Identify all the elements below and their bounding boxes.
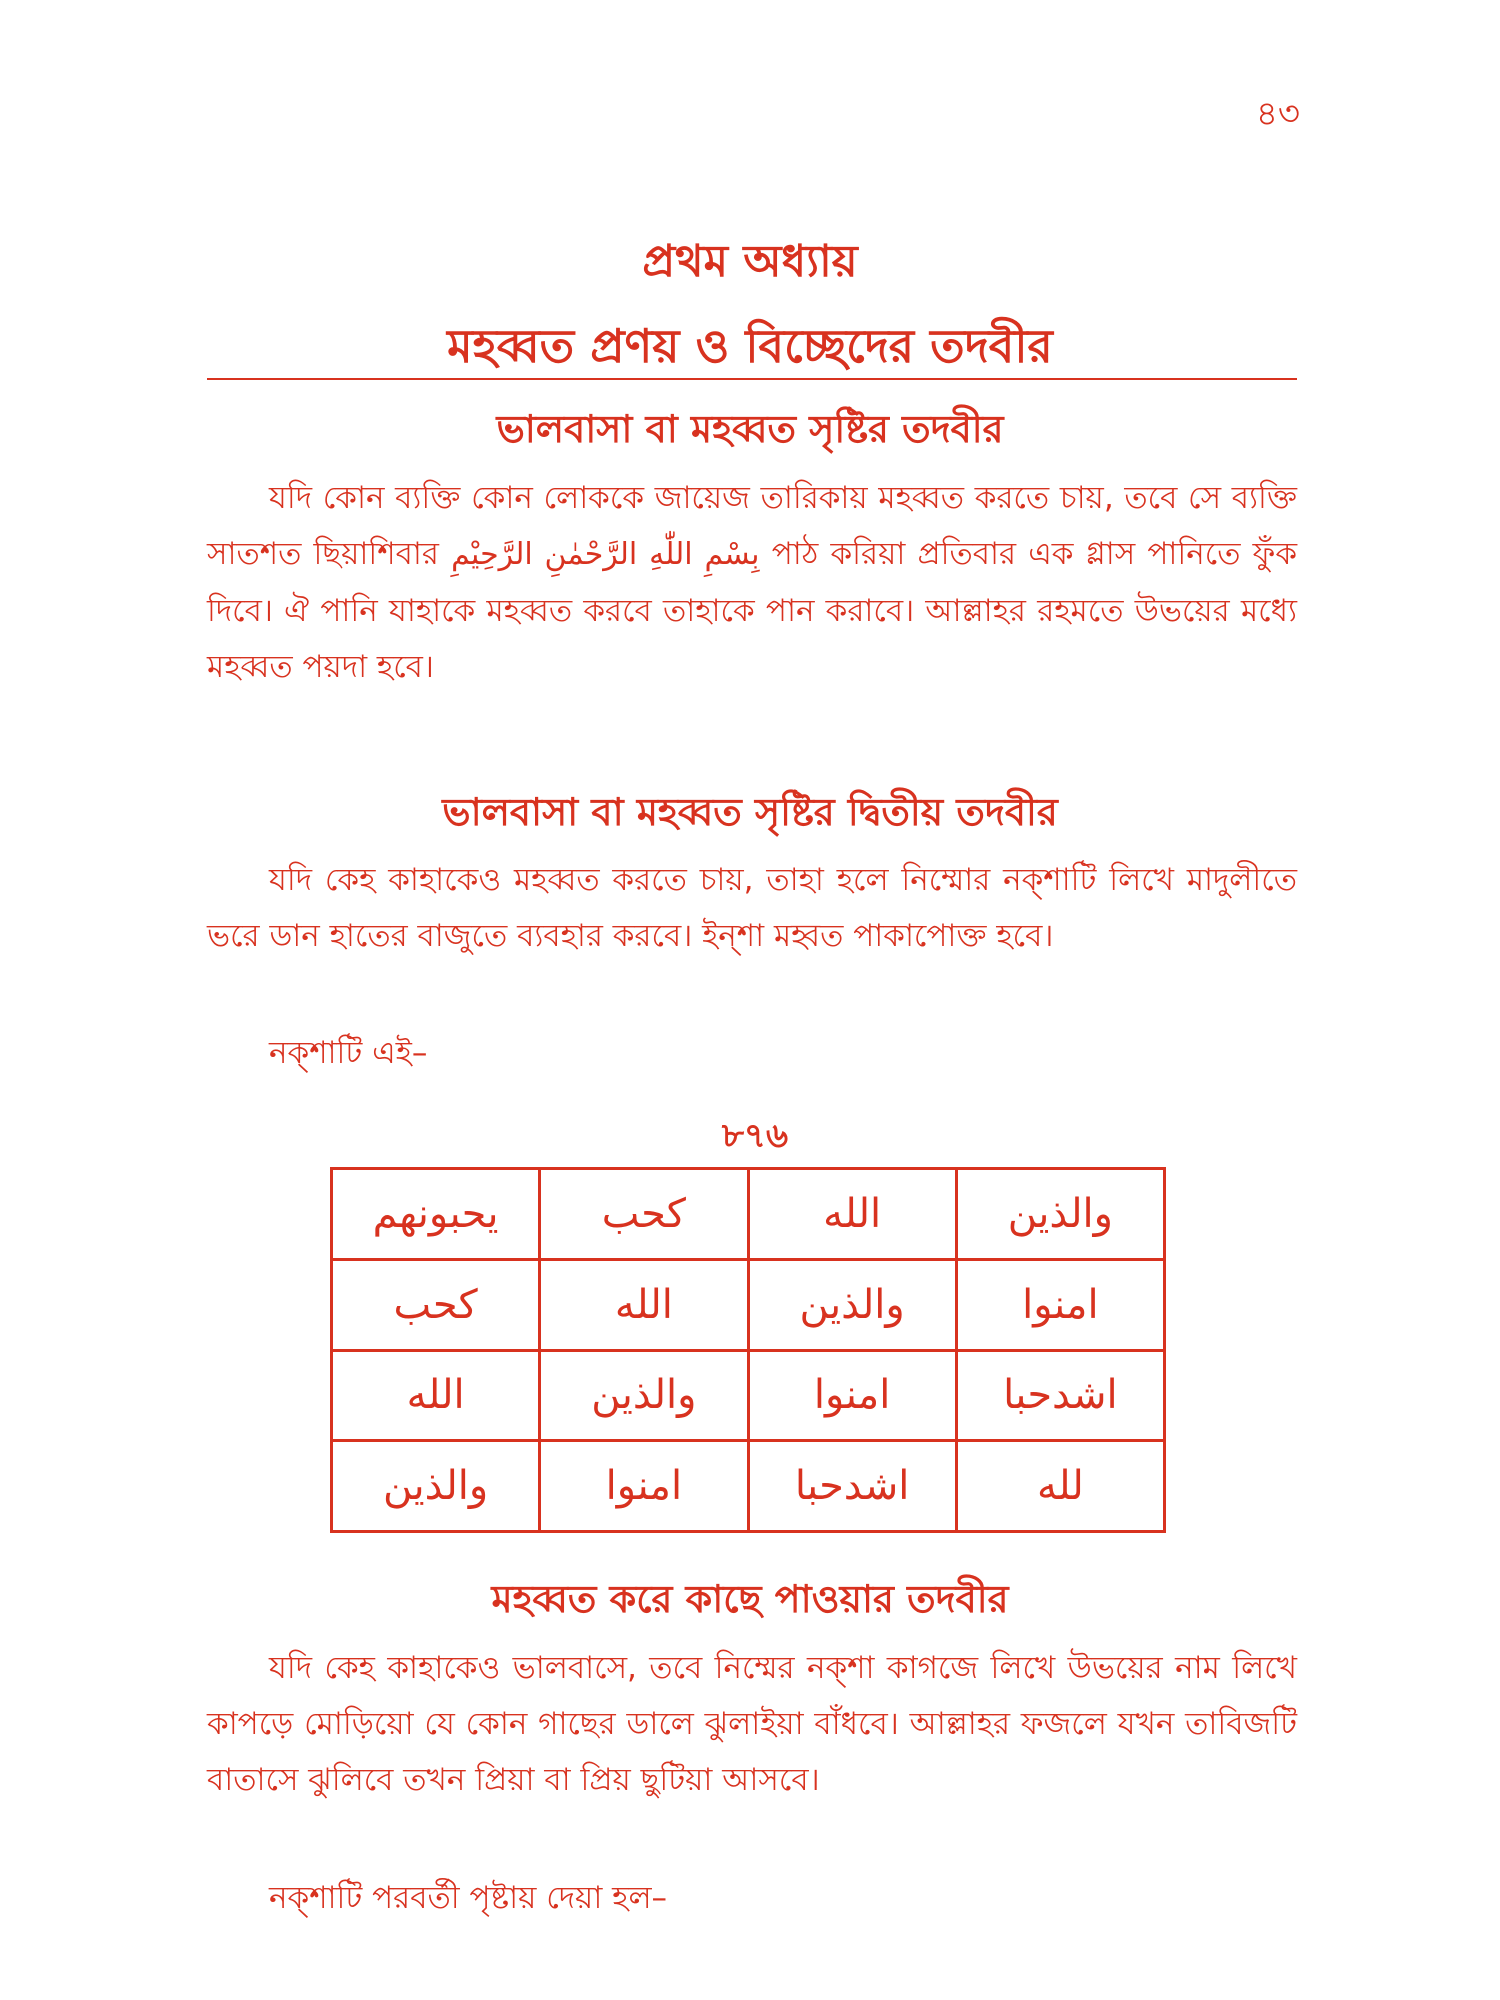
grid-cell: اشدحبا	[748, 1441, 956, 1532]
paragraph-text-before-arabic: যদি কোন ব্যক্তি কোন লোককে জায়েজ তারিকায় মহব্বত করতে চায়, তবে সে ব্যক্তি সাতশত ছিয়াশিবার	[207, 480, 1297, 572]
grid-cell: الله	[748, 1169, 956, 1260]
paragraph-third-remedy	[207, 1640, 1297, 1808]
grid-row	[332, 1259, 1165, 1350]
naksha-grid	[330, 1167, 1166, 1533]
grid-cell: اشدحبا	[956, 1350, 1164, 1441]
grid-cell: امنوا	[956, 1259, 1164, 1350]
paragraph-second-remedy	[207, 852, 1297, 964]
paragraph-text: যদি কেহ কাহাকেও ভালবাসে, তবে নিম্মের নক্‌শা কাগজে লিখে উভয়ের নাম লিখে কাপড়ে মোড়িয়ো যে কোন গাছের ডালে ঝুলাইয়া বাঁধবে। আল্লাহর ফজলে যখন তাবিজটি বাতাসে ঝুলিবে তখন প্রিয়া বা প্রিয় ছুটিয়া আসবে।	[207, 1650, 1297, 1798]
paragraph-text-after-arabic: পাঠ করিয়া প্রতিবার এক গ্লাস পানিতে ফুঁক দিবে। ঐ পানি যাহাকে মহব্বত করবে তাহাকে পান করাবে। আল্লাহর রহমতে উভয়ের মধ্যে মহব্বত পয়দা হবে।	[207, 536, 1298, 685]
grid-cell: امنوا	[540, 1441, 748, 1532]
chapter-title: প্রথম অধ্যায়	[642, 236, 858, 287]
grid-row	[332, 1350, 1165, 1441]
paragraph-naksha-intro	[207, 1025, 1297, 1081]
paragraph-text: নক্‌শাটি এই–	[269, 1035, 428, 1071]
grid-cell: الله	[540, 1259, 748, 1350]
grid-cell: الله	[332, 1350, 540, 1441]
heading-second-remedy: ভালবাসা বা মহব্বত সৃষ্টির দ্বিতীয় তদবীর	[442, 790, 1058, 834]
grid-row	[332, 1441, 1165, 1532]
grid-cell: كحب	[332, 1259, 540, 1350]
naksha-code: ৮৭৬	[721, 1116, 789, 1156]
grid-cell: لله	[956, 1441, 1164, 1532]
paragraph-first-remedy	[207, 470, 1297, 695]
grid-cell: يحبونهم	[332, 1169, 540, 1260]
grid-row	[332, 1169, 1165, 1260]
section-title: মহব্বত প্রণয় ও বিচ্ছেদের তদবীর	[447, 319, 1053, 373]
paragraph-next-page-note	[207, 1870, 1297, 1926]
heading-third-remedy: মহব্বত করে কাছে পাওয়ার তদবীর	[491, 1577, 1009, 1621]
grid-cell: والذين	[956, 1169, 1164, 1260]
grid-cell: والذين	[748, 1259, 956, 1350]
paragraph-text: যদি কেহ কাহাকেও মহব্বত করতে চায়, তাহা হলে নিম্মোর নক্‌শাটি লিখে মাদুলীতে ভরে ডান হাতের বাজুতে ব্যবহার করবে। ইন্‌শা মহ্বত পাকাপোক্ত হবে।	[207, 862, 1297, 954]
grid-cell: كحب	[540, 1169, 748, 1260]
title-divider	[207, 378, 1297, 380]
grid-cell: والذين	[540, 1350, 748, 1441]
heading-first-remedy: ভালবাসা বা মহব্বত সৃষ্টির তদবীর	[496, 407, 1004, 451]
page-number: ৪৩	[1255, 94, 1300, 134]
bismillah-arabic-text: بِسْمِ اللّٰهِ الرَّحْمٰنِ الرَّحِيْمِ	[451, 537, 760, 572]
grid-cell: امنوا	[748, 1350, 956, 1441]
paragraph-text: নক্‌শাটি পরবর্তী পৃষ্টায় দেয়া হল–	[269, 1880, 668, 1916]
grid-cell: والذين	[332, 1441, 540, 1532]
